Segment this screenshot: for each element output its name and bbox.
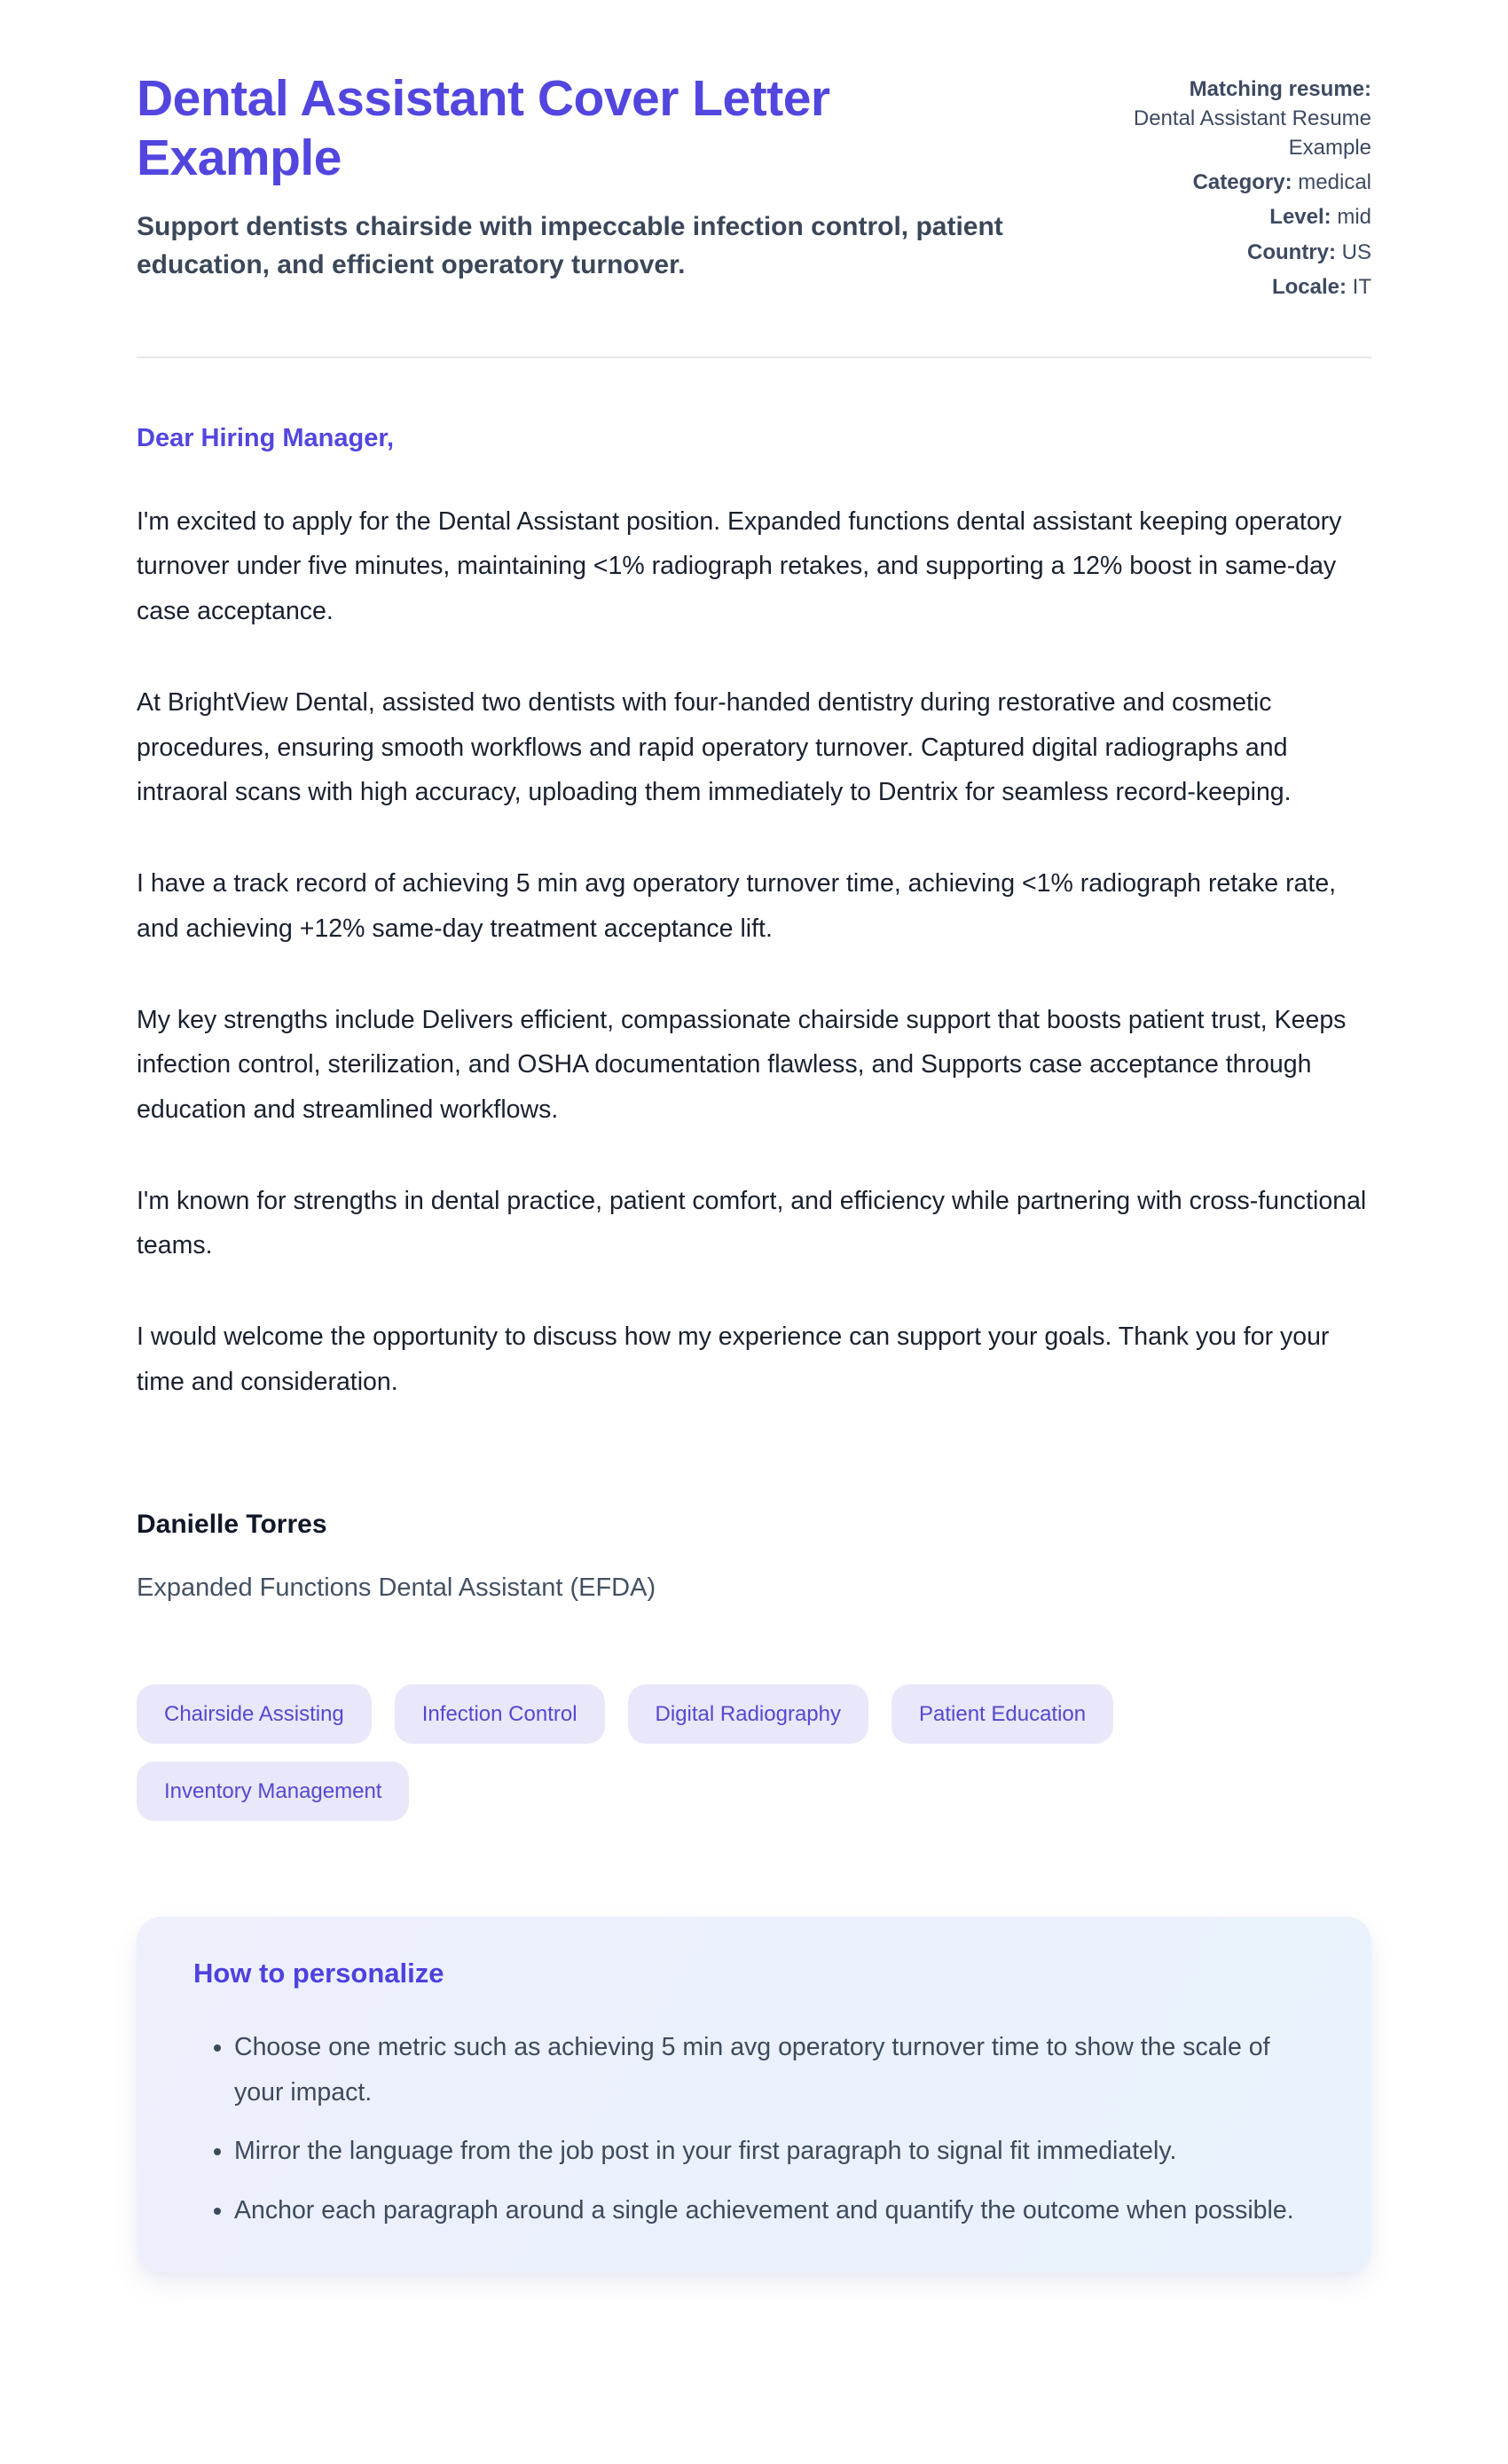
meta-label: Category: — [1192, 170, 1292, 195]
meta-value: US — [1341, 239, 1371, 264]
personalize-title: How to personalize — [193, 1957, 444, 1989]
skill-tag: Infection Control — [395, 1684, 605, 1744]
letter-paragraph: I'm known for strengths in dental practice, patient comfort, and efficiency while partnering with cross-functional teams. — [137, 1186, 1367, 1260]
meta-label: Country: — [1247, 239, 1336, 264]
personalize-bullet: • Mirror the language from the job post in your first paragraph to signal fit immediately. — [234, 2129, 1315, 2174]
meta-value: medical — [1298, 170, 1371, 195]
meta-label: Level: — [1269, 205, 1331, 230]
letter-paragraph: I would welcome the opportunity to discuss how my experience can support your goals. Thank you for your time and consideration. — [137, 1322, 1330, 1396]
skill-tags — [137, 1684, 1371, 1821]
meta-value: IT — [1352, 274, 1371, 299]
meta-label: Matching resume: — [1189, 77, 1371, 101]
letter-paragraph: I have a track record of achieving 5 min avg operatory turnover time, achieving <1% radiograph retake rate, and achieving +12% same-day treatment acceptance lift. — [137, 869, 1337, 943]
letter-paragraph: My key strengths include Delivers efficient, compassionate chairside support that boosts patient trust, Keeps infection control, sterilization, and OSHA documentation flawless, and Supports case acceptance through education and streamlined workflows. — [137, 1005, 1347, 1124]
personalize-bullet: • Anchor each paragraph around a single achievement and quantify the outcome when possible. — [234, 2188, 1315, 2233]
page-subtitle: Support dentists chairside with impeccable infection control, patient education, and efficient operatory turnover. — [137, 212, 1003, 279]
skill-tag: Inventory Management — [137, 1762, 409, 1821]
meta-value: mid — [1337, 205, 1371, 230]
signature-role: Expanded Functions Dental Assistant (EFDA) — [137, 1573, 656, 1602]
skill-tag: Patient Education — [891, 1684, 1113, 1744]
resume-meta — [1092, 69, 1371, 307]
meta-entry-country — [1092, 238, 1371, 267]
letter-paragraph: I'm excited to apply for the Dental Assistant position. Expanded functions dental assistant keeping operatory turnover under five minutes, maintaining <1% radiograph retakes, and supporting a 12% boost in same-day case acceptance. — [137, 506, 1342, 626]
letter-body — [137, 424, 1371, 1603]
letter-greeting: Dear Hiring Manager, — [137, 423, 395, 452]
personalize-list — [193, 2025, 1315, 2233]
page-title: Dental Assistant Cover Letter Example — [137, 70, 830, 186]
meta-entry-level — [1092, 202, 1371, 231]
signature-block — [137, 1510, 1371, 1603]
meta-entry-category — [1092, 168, 1371, 197]
letter-paragraph: At BrightView Dental, assisted two dentists with four-handed dentistry during restorative and cosmetic procedures, ensuring smooth workflows and rapid operatory turnover. Captured digital radiographs and intraoral scans with high accuracy, uploading them immediately to Dentrix for seamless record-keeping. — [137, 687, 1292, 807]
personalize-box — [137, 1917, 1371, 2272]
meta-value: Dental Assistant Resume Example — [1133, 106, 1371, 161]
page-header — [137, 69, 1371, 307]
header-divider — [137, 357, 1371, 358]
skill-tag: Digital Radiography — [628, 1684, 868, 1744]
meta-label: Locale: — [1271, 274, 1347, 299]
header-titles — [137, 69, 1056, 285]
personalize-bullet: • Choose one metric such as achieving 5 min avg operatory turnover time to show the scale of your impact. — [234, 2025, 1315, 2115]
signature-name: Danielle Torres — [137, 1509, 327, 1539]
meta-entry-matching-resume — [1092, 75, 1371, 162]
skill-tag: Chairside Assisting — [137, 1684, 372, 1744]
meta-entry-locale — [1092, 272, 1371, 302]
